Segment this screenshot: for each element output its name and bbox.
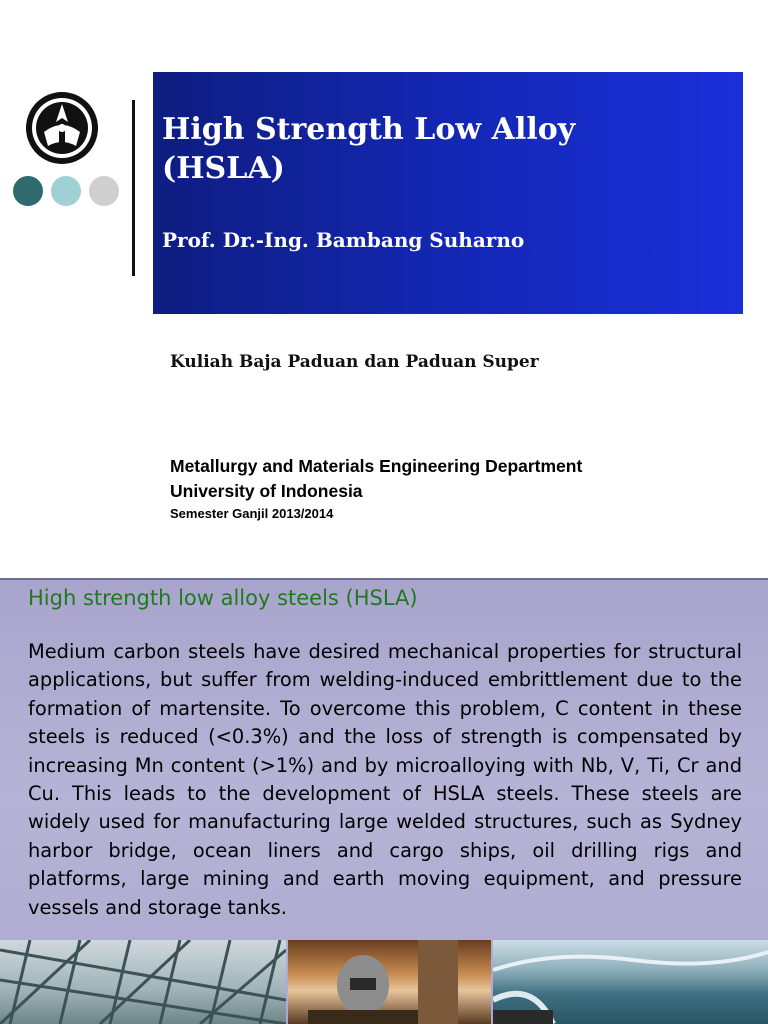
vertical-divider [132, 100, 135, 276]
ship-photo [493, 940, 768, 1024]
content-slide [0, 578, 768, 1024]
welder-photo [288, 940, 491, 1024]
decorative-dot-gray [89, 176, 119, 206]
bridge-truss-icon [0, 940, 286, 1024]
photo-strip [0, 940, 768, 1024]
department-name: Metallurgy and Materials Engineering Department [170, 456, 583, 476]
decorative-dot-light [51, 176, 81, 206]
semester-label: Semester Ganjil 2013/2014 [170, 506, 334, 521]
author-name: Prof. Dr.-Ing. Bambang Suharno [162, 228, 525, 252]
title-line-1: High Strength Low Alloy [162, 112, 576, 147]
university-name: University of Indonesia [170, 481, 363, 501]
decorative-dot-dark [13, 176, 43, 206]
university-seal-icon [22, 88, 102, 168]
content-slide-heading: High strength low alloy steels (HSLA) [28, 586, 418, 610]
bridge-photo [0, 940, 286, 1024]
title-line-2: (HSLA) [162, 151, 285, 186]
welder-icon [288, 940, 491, 1024]
slide-top-border [0, 578, 768, 580]
ship-wake-icon [493, 940, 768, 1024]
content-slide-body: Medium carbon steels have desired mechanical properties for structural applications, but suffer from welding-induced embrittlement due to the formation of martensite. To overcome this problem, C content in these steels is reduced (<0.3%) and the loss of strength is compensated by increasing Mn content (>1%) and by microalloying with Nb, V, Ti, Cr and Cu. This leads to the development of HSLA steels. These steels are widely used for manufacturing large welded structures, such as Sydney harbor bridge, ocean liners and cargo ships, oil drilling rigs and platforms, large mining and earth moving equipment, and pressure vessels and storage tanks. [28, 640, 742, 919]
title-banner [153, 72, 743, 314]
slide-title [162, 110, 743, 188]
affiliation-block [170, 454, 582, 524]
course-name: Kuliah Baja Paduan dan Paduan Super [170, 352, 539, 372]
